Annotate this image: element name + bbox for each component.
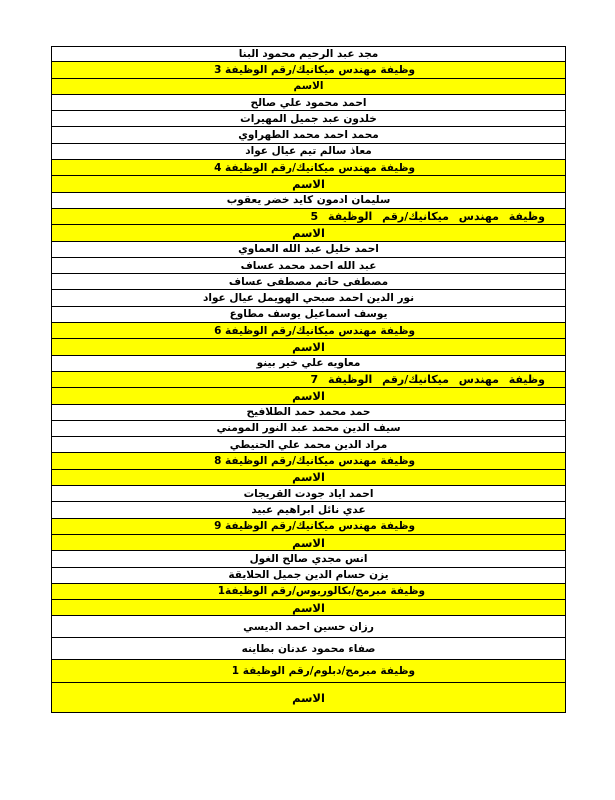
table-row: احمد اياد جودت القريجات xyxy=(51,486,566,502)
job-title-row: وظيفة مهندس ميكانيك/رقم الوظيفة 5 xyxy=(51,209,566,225)
table-row: انس مجدي صالح الغول xyxy=(51,551,566,567)
applicant-table xyxy=(51,46,566,713)
name-header-row: الاسم xyxy=(51,600,566,616)
name-header-row: الاسم xyxy=(51,683,566,713)
table-row: سليمان ادمون كايد خضر يعقوب xyxy=(51,193,566,209)
table-row: يزن حسام الدين جميل الحلايقة xyxy=(51,568,566,584)
table-row: يوسف اسماعيل يوسف مطاوع xyxy=(51,307,566,323)
table-row: رزان حسين احمد الديسي xyxy=(51,616,566,638)
job-title-row: وظيفة مبرمج/دبلوم/رقم الوظيفة 1 xyxy=(51,660,566,683)
table-row: مراد الدين محمد علي الحنيطي xyxy=(51,437,566,453)
table-row: سيف الدين محمد عبد النور المومني xyxy=(51,421,566,437)
table-row: معاذ سالم تيم عيال عواد xyxy=(51,144,566,160)
table-row: احمد خليل عبد الله العماوي xyxy=(51,242,566,258)
table-row: مصطفى حاتم مصطفى عساف xyxy=(51,274,566,290)
name-header-row: الاسم xyxy=(51,176,566,192)
name-header-row: الاسم xyxy=(51,470,566,486)
job-title-row: وظيفة مبرمج/بكالوريوس/رقم الوظيفة1 xyxy=(51,584,566,600)
table-row: خلدون عبد جميل المهيرات xyxy=(51,111,566,127)
table-row: معاويه علي خير بينو xyxy=(51,356,566,372)
job-title-row: وظيفة مهندس ميكانيك/رقم الوظيفة 3 xyxy=(51,62,566,78)
job-title-row: وظيفة مهندس ميكانيك/رقم الوظيفة 8 xyxy=(51,453,566,469)
table-row: عدي نائل ابراهيم عبيد xyxy=(51,502,566,518)
table-row: احمد محمود علي صالح xyxy=(51,95,566,111)
table-row: نور الدين احمد صبحي الهويمل عيال عواد xyxy=(51,290,566,306)
name-header-row: الاسم xyxy=(51,225,566,241)
job-title-row: وظيفة مهندس ميكانيك/رقم الوظيفة 4 xyxy=(51,160,566,176)
name-header-row: الاسم xyxy=(51,388,566,404)
table-row: حمد محمد حمد الطلافيح xyxy=(51,405,566,421)
name-header-row: الاسم xyxy=(51,79,566,95)
table-row: مجد عبد الرحيم محمود البنا xyxy=(51,46,566,62)
name-header-row: الاسم xyxy=(51,339,566,355)
table-row: عبد الله احمد محمد عساف xyxy=(51,258,566,274)
job-title-row: وظيفة مهندس ميكانيك/رقم الوظيفة 9 xyxy=(51,519,566,535)
job-title-row: وظيفة مهندس ميكانيك/رقم الوظيفة 7 xyxy=(51,372,566,388)
job-title-row: وظيفة مهندس ميكانيك/رقم الوظيفة 6 xyxy=(51,323,566,339)
table-row: صفاء محمود عدنان بطاينه xyxy=(51,638,566,660)
table-row: محمد احمد محمد الطهراوي xyxy=(51,127,566,143)
name-header-row: الاسم xyxy=(51,535,566,551)
